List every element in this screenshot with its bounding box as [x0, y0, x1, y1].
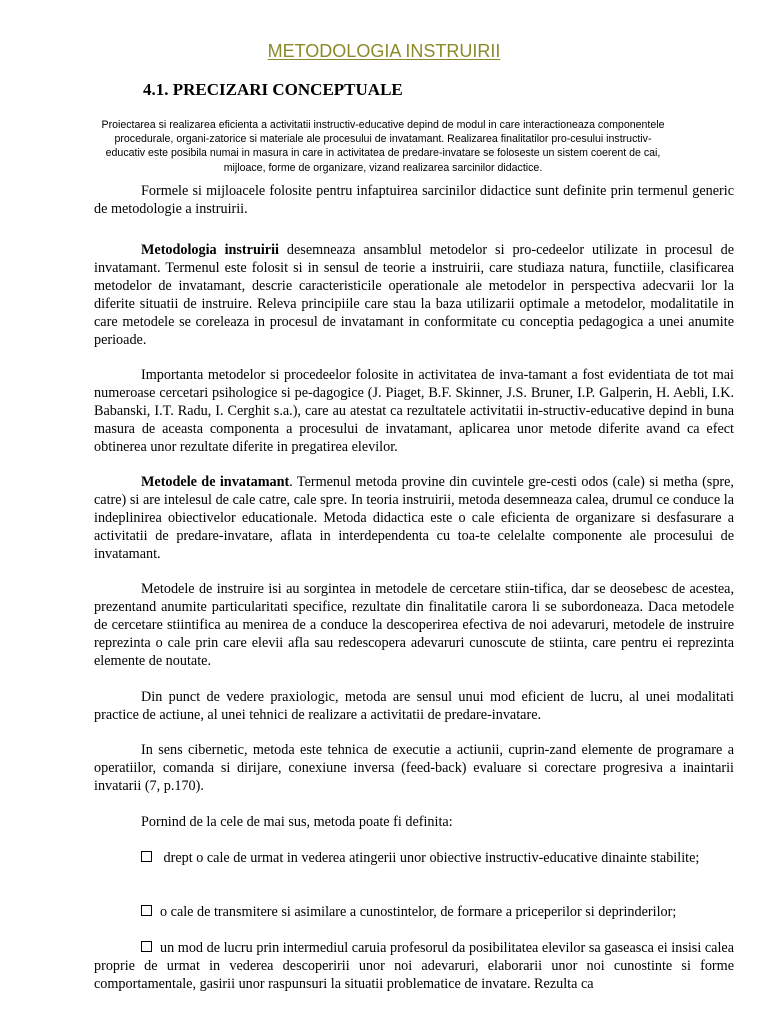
bullet-item-2 — [94, 903, 734, 921]
paragraph-4-text: . Termenul metoda provine din cuvintele gre-cesti odos (cale) si metha (spre, catre) si are intelesul de cale catre, cale spre. In teoria instruirii, metoda desemneaza calea, drumul ce conduce la indeplinirea obiectivelor educationale. Metoda didactica este o cale eficienta de organizare si desfasurare a activitatii de predare-invatare, aflata in interdependenta cu toa-te celelalte componente ale procesului de invatamant. — [94, 474, 734, 562]
paragraph-4-lead: Metodele de invatamant — [141, 474, 290, 490]
paragraph-8: Pornind de la cele de mai sus, metoda poate fi definita: — [141, 814, 453, 830]
paragraph-2 — [94, 241, 734, 349]
checkbox-bullet-icon — [141, 905, 152, 916]
paragraph-2-lead: Metodologia instruirii — [141, 242, 279, 258]
paragraph-1: Formele si mijloacele folosite pentru infaptuirea sarcinilor didactice sunt definite prin termenul generic de metodologie a instruirii. — [94, 183, 734, 217]
paragraph-4 — [94, 473, 734, 563]
paragraph-3: Importanta metodelor si procedeelor folosite in activitatea de inva-tamant a fost evidentiata de tot mai numeroase cercetari psihologice si pe-dagogice (J. Piaget, B.F. Skinner, J.S. Bruner, I.P. Galperin, H. Aebli, I.K. Babanski, I.T. Radu, I. Cerghit s.a.), care au atestat ca rezultatele activitatii in-structiv-educative depind in buna masura de aceasta componenta a procesului de invatamant, aplicarea unor metode diferite avand ca efect obtinerea unor rezultate diferite in pregatirea elevilor. — [94, 367, 734, 455]
paragraph-5: Metodele de instruire isi au sorgintea in metodele de cercetare stiin-tifica, dar se deosebesc de acestea, prezentand anumite particularitati specifice, rezultate din finalitatile carora li se subordoneaza. Daca metodele de cercetare stiintifica au menirea de a conduce la descoperirea efectiva de noi adevaruri, metodele de instruire reprezinta o cale prin care elevii afla sau redescopera adevaruri cunoscute de stiinta, care pentru ei reprezinta elemente de noutate. — [94, 581, 734, 669]
bullet-item-3-text: un mod de lucru prin intermediul caruia profesorul da posibilitatea elevilor sa gaseasca ei insisi calea proprie de urmat in vederea descoperirii unor noi adevaruri, elaborarii unor noi cunostinte si forme comportamentale, gasirii unor raspunsuri la situatii problematice de invatare. Rezulta ca — [94, 940, 734, 992]
document-title: METODOLOGIA INSTRUIRII — [267, 41, 501, 61]
paragraph-2-text: desemneaza ansamblul metodelor si pro-cedeelor utilizate in procesul de invatamant. Termenul este folosit si in sensul de teorie a instruirii, care studiaza natura, functiile, clasificarea metodelor de invatamant, descrie caracteristicile operationale ale metodelor in perspectiva adecvarii lor la diferite situatii de instruire. Releva principiile care stau la baza utilizarii optimale a metodelor, modalitatile in care metodele se coreleaza in procesul de invatamant in conformitate cu conceptia pedagogica a unei anumite perioade. — [94, 242, 735, 348]
section-title: 4.1. PRECIZARI CONCEPTUALE — [143, 80, 403, 99]
bullet-item-1-text: drept o cale de urmat in vederea atingerii unor obiective instructiv-educative dinainte stabilite; — [160, 850, 700, 866]
bullet-item-2-text: o cale de transmitere si asimilare a cunostintelor, de formare a priceperilor si deprinderilor; — [160, 904, 677, 920]
checkbox-bullet-icon — [141, 851, 152, 862]
paragraph-7: In sens cibernetic, metoda este tehnica de executie a actiunii, cuprin-zand elemente de programare a operatiilor, comanda si dirijare, conexiune inversa (feed-back) evaluare si corectare progresiva a inaintarii invatarii (7, p.170). — [94, 742, 734, 794]
bullet-item-1 — [94, 849, 734, 867]
checkbox-bullet-icon — [141, 941, 152, 952]
abstract-paragraph: Proiectarea si realizarea eficienta a activitatii instructiv-educative depind de modul in care interactioneaza componentele procedurale, organi-zatorice si materiale ale procesului de invatamant. Realizarea finalitatilor pro-cesului instructiv-educativ este posibila numai in masura in care in activitatea de predare-invatare se foloseste un sistem coerent de cai, mijloace, forme de organizare, vizand realizarea sarcinilor didactice. — [101, 119, 665, 174]
bullet-item-3 — [94, 939, 734, 993]
paragraph-6: Din punct de vedere praxiologic, metoda are sensul unui mod eficient de lucru, al unei modalitati practice de actiune, al unei tehnici de realizare a activitatii de predare-invatare. — [94, 689, 734, 723]
